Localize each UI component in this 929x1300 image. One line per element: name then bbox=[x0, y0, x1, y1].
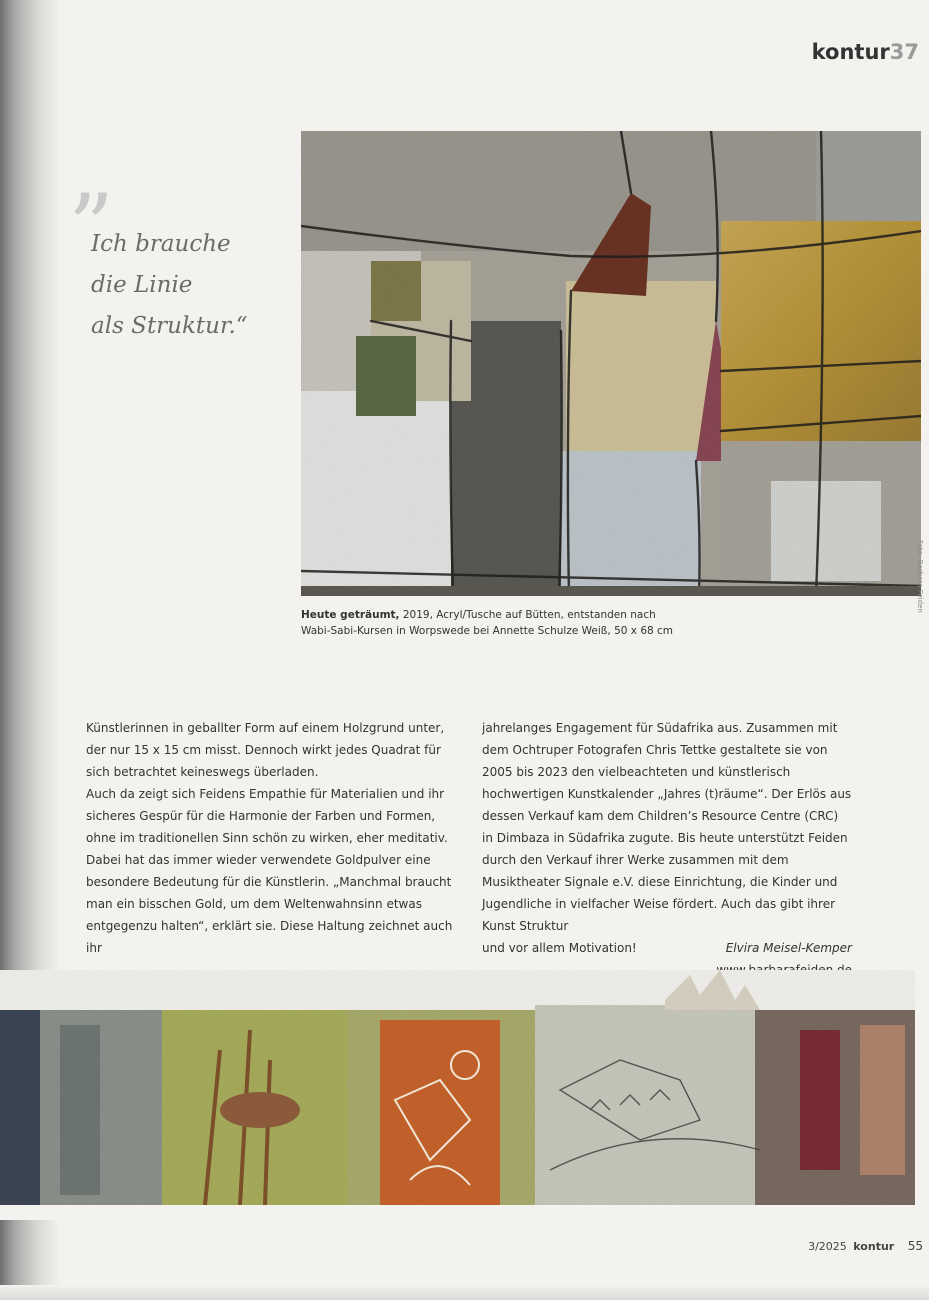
pull-quote-line: die Linie bbox=[91, 272, 193, 298]
article-column-left bbox=[86, 717, 456, 959]
author-name: Elvira Meisel-Kemper bbox=[725, 941, 852, 955]
image-caption bbox=[301, 607, 921, 639]
article-paragraph: Künstlerinnen in geballter Form auf einem Holzgrund unter, der nur 15 x 15 cm misst. Dennoch wirkt jedes Quadrat für sich betrachtet keineswegs überladen. bbox=[86, 721, 445, 779]
footer-brand: kontur bbox=[853, 1240, 895, 1253]
header-page-number: 37 bbox=[889, 40, 919, 64]
collage-artwork-strip bbox=[0, 970, 929, 1220]
header-brand: kontur bbox=[811, 40, 890, 64]
pull-quote-mark: ” bbox=[68, 175, 115, 280]
article-paragraph: Auch da zeigt sich Feidens Empathie für Materialien und ihr sicheres Gespür für die Harmonie der Farben und Formen, ohne im traditionellen Sinn schön zu wirken, eher meditativ. Dabei hat das immer wieder verwendete Goldpulver eine besondere Bedeutung für die Künstlerin. „Manchmal braucht man ein bisschen Gold, um dem Weltenwahnsinn etwas entgegenzu halten“, erklärt sie. Diese Haltung zeichnet auch ihr bbox=[86, 787, 453, 955]
footer-page-number: 55 bbox=[907, 1239, 923, 1253]
caption-line-1: 2019, Acryl/Tusche auf Bütten, entstanden nach bbox=[399, 609, 656, 621]
photo-credit: Foto: Barbara Feiden bbox=[916, 540, 924, 613]
page-header bbox=[812, 40, 919, 64]
article-column-right bbox=[482, 717, 852, 981]
article-paragraph: jahrelanges Engagement für Südafrika aus. Zusammen mit dem Ochtruper Fotografen Chris Tettke gestaltete sie von 2005 bis 2023 den vielbeachteten und künstlerisch hochwertigen Kunstkalender „Jahres (t)räume“. Der Erlös aus dessen Verkauf kam dem Children’s Resource Centre (CRC) in Dimbaza in Südafrika zugute. Bis heute unterstützt Feiden durch den Verkauf ihrer Werke zusammen mit dem Musiktheater Signale e.V. diese Einrichtung, die Kinder und Jugendliche in vielfacher Weise fördert. Auch das gibt ihrer Kunst Struktur bbox=[482, 721, 852, 933]
hero-painting bbox=[301, 131, 921, 596]
footer-issue: 3/2025 bbox=[808, 1240, 847, 1253]
signature-row bbox=[482, 937, 852, 959]
caption-line-2: Wabi-Sabi-Kursen in Worpswede bei Annette Schulze Weiß, 50 x 68 cm bbox=[301, 625, 674, 637]
caption-title: Heute geträumt, bbox=[301, 609, 400, 621]
pull-quote-line: als Struktur.“ bbox=[91, 313, 248, 339]
pull-quote-line: Ich brauche bbox=[91, 231, 231, 257]
article-last-line: und vor allem Motivation! bbox=[482, 941, 637, 955]
page-footer bbox=[808, 1239, 923, 1253]
page-bottom-edge bbox=[0, 1285, 929, 1300]
pull-quote bbox=[91, 224, 311, 347]
